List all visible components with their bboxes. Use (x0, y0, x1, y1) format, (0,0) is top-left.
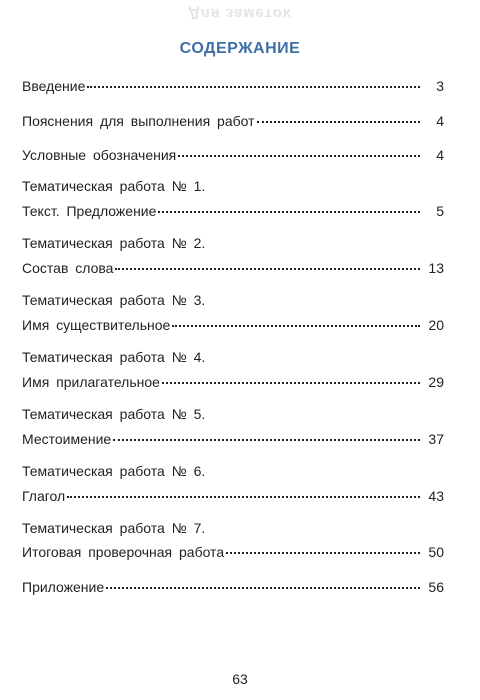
toc-entry-work7-heading: Тематическая работа № 7. (22, 520, 206, 536)
toc-entry-title: Глагол (22, 488, 66, 504)
dot-leader (113, 439, 420, 441)
toc-entry-work4-heading: Тематическая работа № 4. (22, 349, 206, 365)
toc-entry-work3[interactable] (22, 316, 444, 334)
dot-leader (87, 86, 420, 88)
toc-entry-title: Приложение (22, 579, 105, 595)
dot-leader (115, 268, 420, 270)
toc-entry-work4[interactable] (22, 373, 444, 391)
toc-entry-page: 37 (428, 431, 444, 447)
toc-entry-page: 20 (428, 317, 444, 333)
dot-leader (158, 211, 420, 213)
toc-entry-title: Местоимение (22, 431, 112, 447)
toc-entry-title: Пояснения для выполнения работ (22, 113, 255, 129)
dot-leader (226, 552, 420, 554)
toc-entry-title: Имя прилагательное (22, 374, 160, 390)
toc-entry-work5[interactable] (22, 430, 444, 448)
toc-entry-work5-heading: Тематическая работа № 5. (22, 406, 206, 422)
toc-entry-title: Имя существительное (22, 317, 171, 333)
dot-leader (178, 155, 420, 157)
toc-entry-work6-heading: Тематическая работа № 6. (22, 463, 206, 479)
toc-entry-title: Текст. Предложение (22, 203, 157, 219)
toc-entry-work2-heading: Тематическая работа № 2. (22, 235, 206, 251)
toc-entry-title: Состав слова (22, 260, 114, 276)
toc-entry-page: 50 (428, 544, 444, 560)
page-title: СОДЕРЖАНИЕ (179, 40, 301, 57)
toc-entry-work2[interactable] (22, 259, 444, 277)
toc-entry-symbols[interactable] (22, 146, 444, 164)
toc-entry-work1[interactable] (22, 202, 444, 220)
toc-entry-work3-heading: Тематическая работа № 3. (22, 292, 206, 308)
toc-entry-introduction[interactable] (22, 77, 444, 95)
toc-entry-page: 3 (436, 78, 444, 94)
toc-entry-appendix[interactable] (22, 578, 444, 596)
toc-entry-page: 56 (428, 579, 444, 595)
page-number: 63 (232, 671, 248, 687)
dot-leader (162, 382, 420, 384)
toc-entry-page: 13 (428, 260, 444, 276)
toc-entry-title: Условные обозначения (22, 147, 177, 163)
toc-entry-page: 5 (436, 203, 444, 219)
toc-entry-work1-heading: Тематическая работа № 1. (22, 178, 206, 194)
dot-leader (67, 496, 420, 498)
toc-entry-title: Введение (22, 78, 86, 94)
dot-leader (106, 587, 420, 589)
dot-leader (172, 325, 420, 327)
toc-entry-work7[interactable] (22, 543, 444, 561)
toc-entry-work6[interactable] (22, 487, 444, 505)
dot-leader (257, 121, 420, 123)
mirrored-bleedthrough-text: Для заметок (188, 5, 292, 22)
toc-entry-page: 4 (436, 113, 444, 129)
toc-entry-explanations[interactable] (22, 112, 444, 130)
toc-entry-title: Итоговая проверочная работа (22, 544, 225, 560)
toc-entry-page: 4 (436, 147, 444, 163)
toc-entry-page: 43 (428, 488, 444, 504)
toc-entry-page: 29 (428, 374, 444, 390)
